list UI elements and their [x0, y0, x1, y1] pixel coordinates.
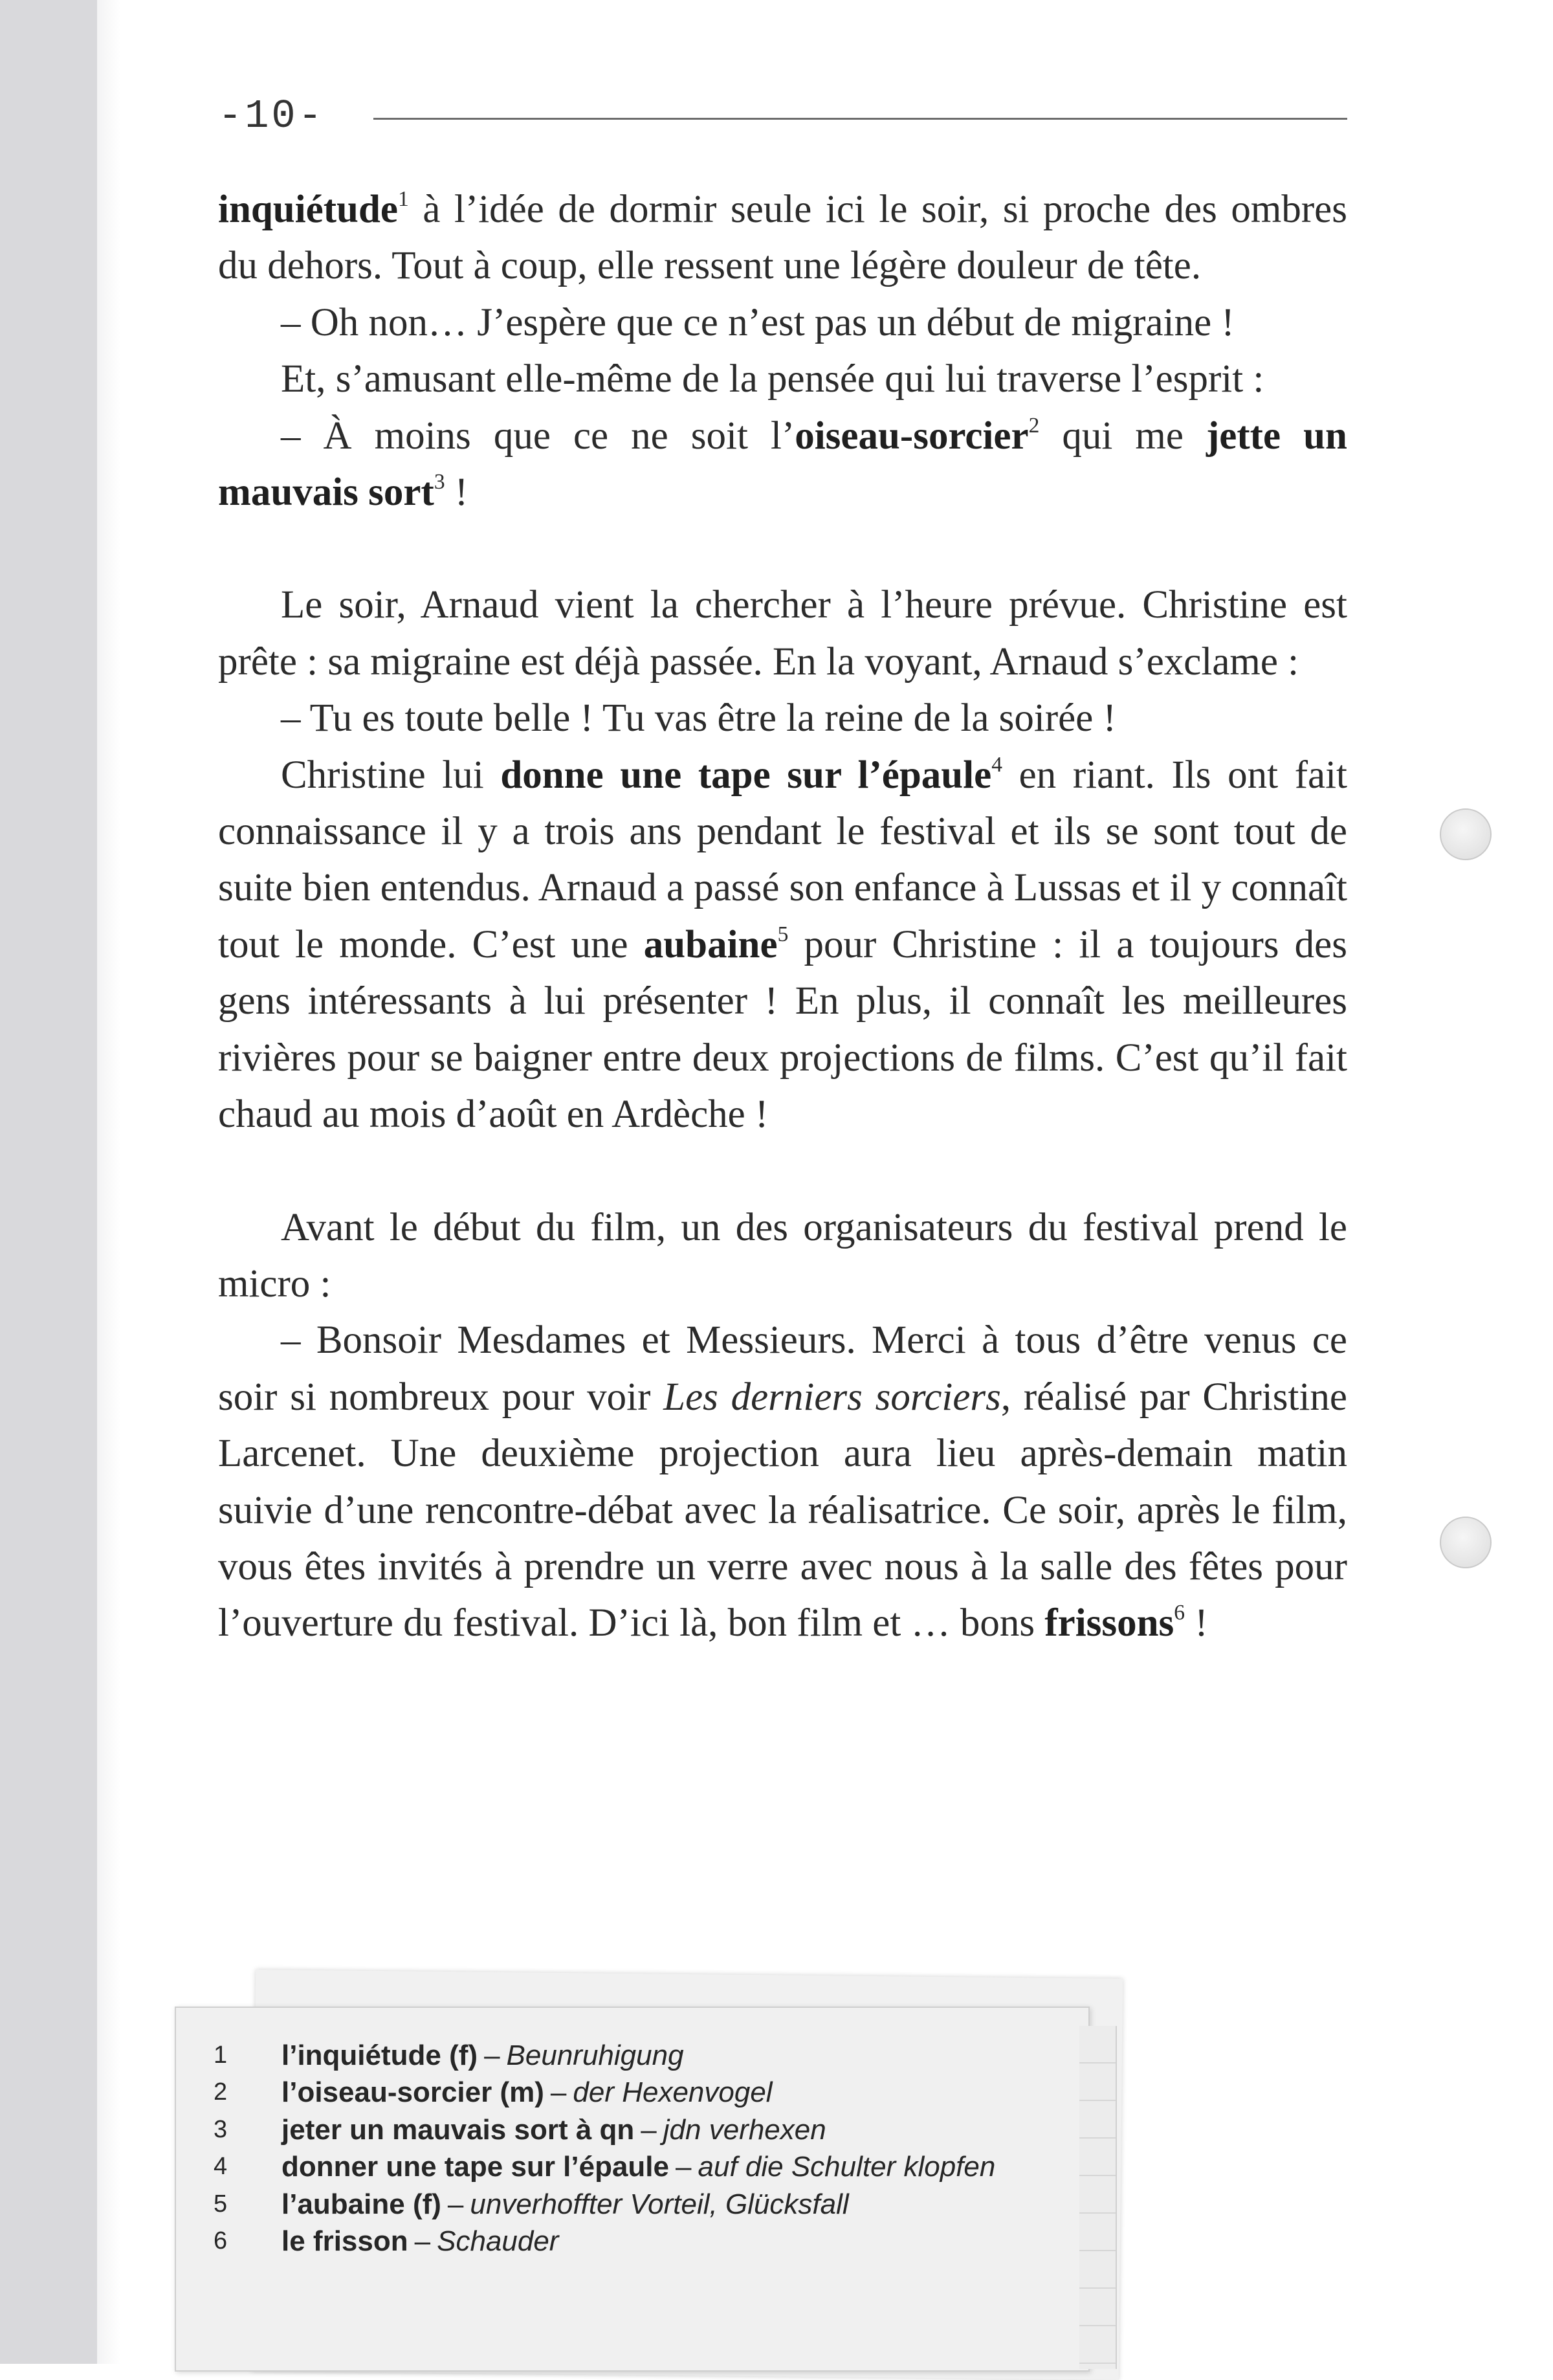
footnote-marker: 1: [398, 186, 409, 211]
glossary-dash: –: [641, 2113, 657, 2146]
text-run: Et, s’amusant elle-même de la pensée qui lui traverse l’esprit :: [281, 357, 1264, 401]
vocab-term: jette un mauvais sort: [218, 414, 1347, 515]
glossary-row: [214, 2186, 1074, 2223]
vocab-term: donne une tape sur l’épaule: [500, 753, 992, 797]
text-run: en riant. Ils ont fait connaissance il y a trois ans pendant le festival et ils se sont tout de suite bien entendus. Arnaud a passé son enfance à Lussas et il y connaît tout le monde. C’est une: [218, 753, 1347, 966]
body-text: [218, 181, 1347, 1652]
paragraph: [218, 1199, 1347, 1313]
glossary-dash: –: [447, 2188, 464, 2220]
glossary-number: 5: [214, 2190, 228, 2218]
glossary-number: 1: [214, 2041, 228, 2069]
paragraph: [218, 295, 1347, 351]
glossary-term: l’oiseau-sorcier (m): [281, 2076, 544, 2109]
glossary-dash: –: [676, 2151, 692, 2183]
glossary-term: le frisson: [281, 2225, 408, 2258]
paragraph: [218, 690, 1347, 746]
glossary-number: 4: [214, 2153, 228, 2181]
glossary-translation: jdn verhexen: [663, 2113, 826, 2146]
text-run: – À moins que ce ne soit l’: [281, 414, 795, 458]
glossary-row: [214, 2111, 1074, 2148]
glossary-translation: unverhoffter Vorteil, Glücksfall: [470, 2188, 849, 2220]
glossary-dash: –: [550, 2076, 567, 2109]
glossary-dash: –: [414, 2225, 431, 2258]
paragraph: [218, 351, 1347, 407]
text-run: Le soir, Arnaud vient la chercher à l’heure prévue. Christine est prête : sa migraine est déjà passée. En la voyant, Arnaud s’exclame :: [218, 583, 1347, 684]
page-binding-edge: [0, 0, 97, 2364]
paragraph: [218, 1312, 1347, 1651]
page-header: [218, 91, 1347, 142]
glossary-row: [214, 2037, 1074, 2074]
film-title: Les derniers sorciers: [663, 1375, 1001, 1419]
text-run: – Tu es toute belle ! Tu vas être la reine de la soirée !: [281, 696, 1116, 740]
footnote-marker: 6: [1174, 1601, 1185, 1625]
punch-hole-top: [1440, 808, 1492, 860]
glossary-term: donner une tape sur l’épaule: [281, 2151, 670, 2183]
paragraph: [218, 408, 1347, 521]
paragraph: [218, 747, 1347, 1143]
text-run: Christine lui: [281, 753, 501, 797]
glossary-row: [214, 2074, 1074, 2111]
glossary-dash: –: [484, 2040, 500, 2071]
paragraph: [218, 577, 1347, 690]
text-run: , réalisé par Christine Larcenet. Une deuxième projection aura lieu après-demain matin suivie d’une rencontre-débat avec la réalisatrice. Ce soir, après le film, vous êtes invités à prendre un verre avec nous à la salle des fêtes pour l’ouverture du festival. D’ici là, bon film et … bons: [218, 1375, 1347, 1645]
glossary-translation: der Hexenvogel: [573, 2076, 773, 2109]
footnote-marker: 5: [777, 922, 789, 946]
glossary-row: [214, 2223, 1074, 2260]
vocab-term: frissons: [1044, 1601, 1174, 1645]
header-rule: [373, 118, 1347, 120]
glossary-row: [214, 2148, 1074, 2185]
footnote-marker: 3: [434, 469, 445, 494]
glossary-translation: Schauder: [437, 2225, 559, 2258]
text-run: – Bonsoir Mesdames et Messieurs. Merci à tous d’être venus ce soir si nombreux pour voir: [218, 1318, 1347, 1419]
glossary-translation: auf die Schulter klopfen: [698, 2151, 996, 2183]
text-run: pour Christine : il a toujours des gens intéressants à lui présenter ! En plus, il connaît les meilleures rivières pour se baigner entre deux projections de films. C’est qu’il fait chaud au mois d’août en Ardèche !: [218, 922, 1347, 1137]
glossary-term: l’aubaine (f): [281, 2188, 441, 2220]
glossary-number: 2: [214, 2078, 228, 2106]
text-run: – Oh non… J’espère que ce n’est pas un début de migraine !: [281, 300, 1235, 344]
text-run: Avant le début du film, un des organisateurs du festival prend le micro :: [218, 1205, 1347, 1306]
glossary-number: 3: [214, 2115, 228, 2143]
footnote-marker: 4: [991, 752, 1003, 777]
glossary-term: jeter un mauvais sort à qn: [281, 2113, 635, 2146]
paragraph: [218, 181, 1347, 295]
footnote-marker: 2: [1028, 413, 1040, 438]
punch-hole-bottom: [1440, 1517, 1492, 1568]
glossary-number: 6: [214, 2227, 228, 2255]
vocab-term: inquiétude: [218, 188, 398, 231]
page-number: -10-: [218, 93, 325, 139]
page-edge-shadow: [97, 0, 120, 2364]
glossary-term: l’inquiétude (f): [281, 2040, 478, 2071]
glossary-list: [214, 2037, 1074, 2260]
text-run: qui me: [1039, 414, 1206, 458]
text-run: !: [445, 471, 468, 515]
text-run: à l’idée de dormir seule ici le soir, si proche des ombres du dehors. Tout à coup, elle ressent une légère douleur de tête.: [218, 188, 1347, 288]
vocab-term: aubaine: [643, 922, 778, 966]
vocab-term: oiseau-sorcier: [795, 414, 1029, 458]
glossary-sheet-lines: [1079, 2026, 1117, 2369]
glossary-translation: Beunruhigung: [506, 2040, 684, 2071]
text-run: !: [1185, 1601, 1208, 1645]
